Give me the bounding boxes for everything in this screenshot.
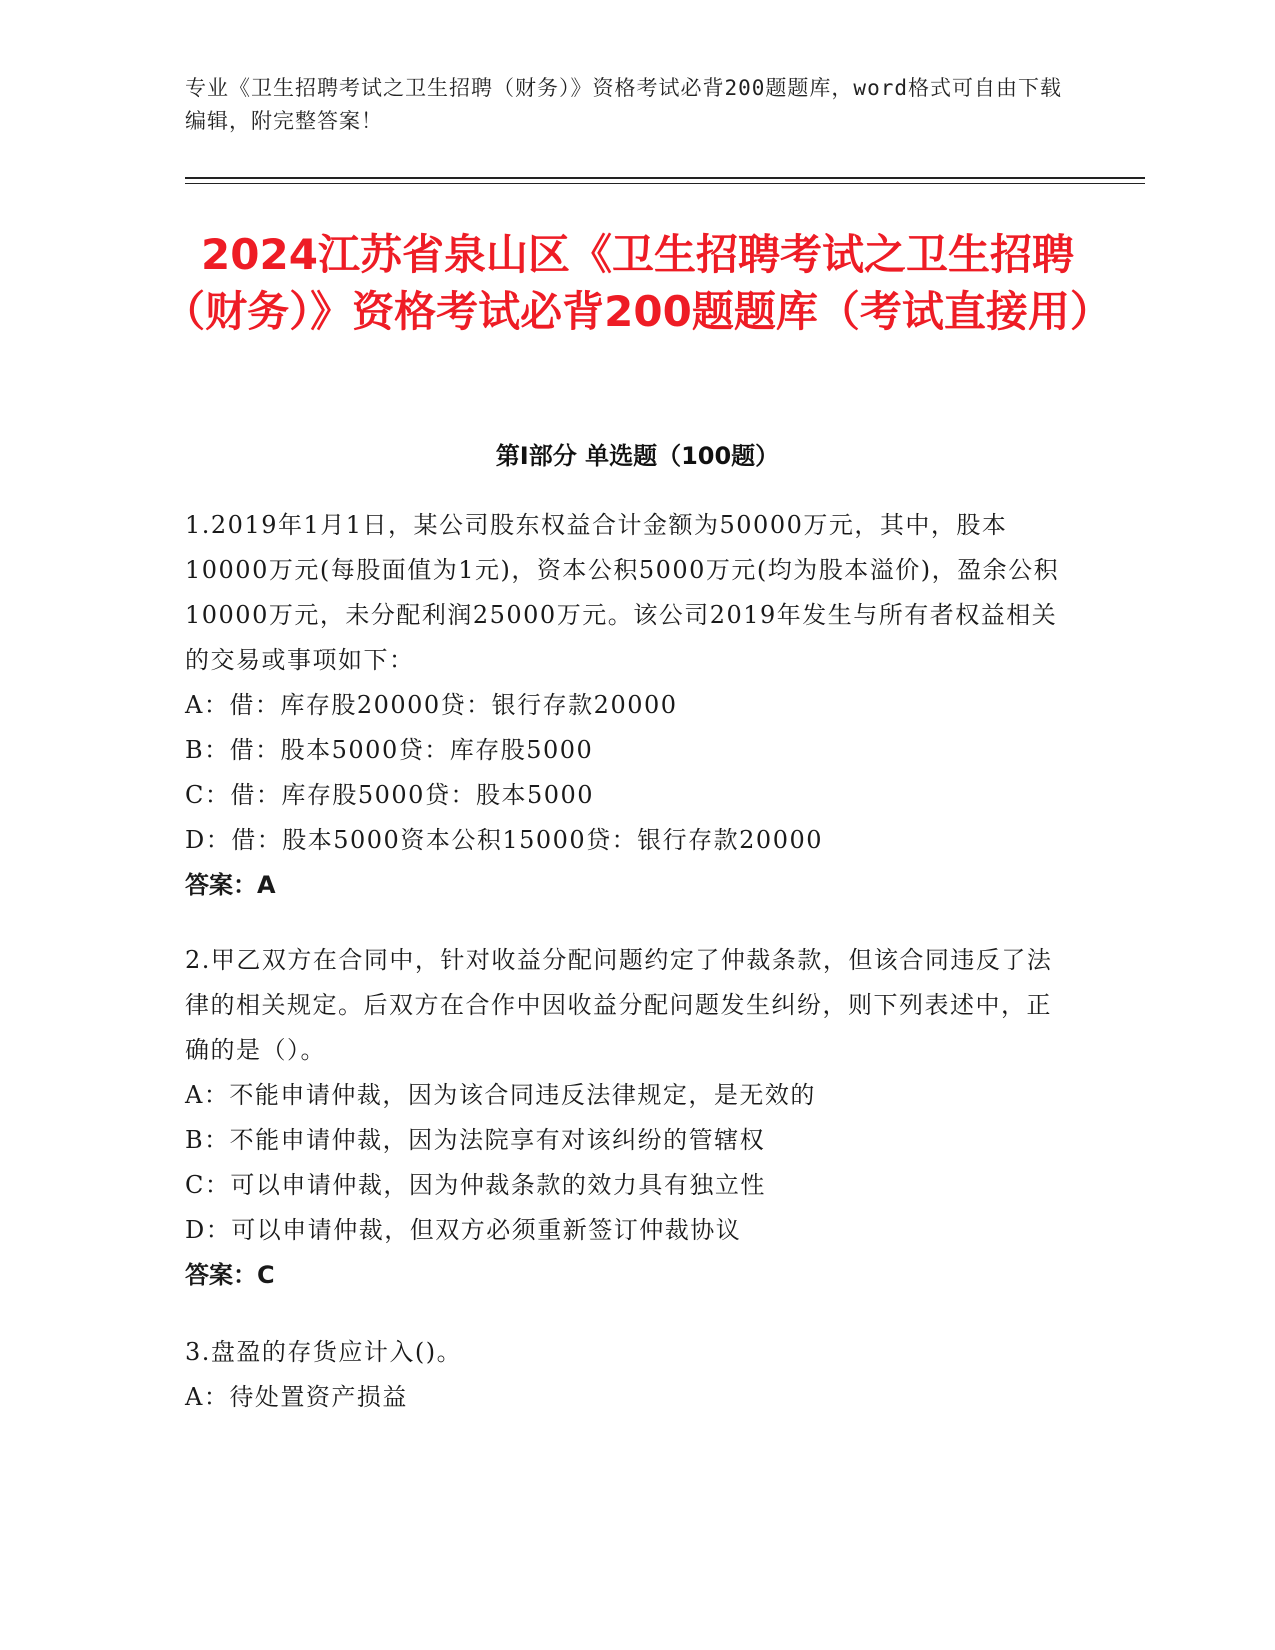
question-2 [185,938,1065,1298]
option-a: A：待处置资产损益 [185,1383,408,1411]
option-c: C：可以申请仲裁，因为仲裁条款的效力具有独立性 [185,1171,766,1199]
option-d: D：借：股本5000资本公积15000贷：银行存款20000 [185,826,824,854]
option-a: A：借：库存股20000贷：银行存款20000 [185,691,678,719]
document-title: 2024江苏省泉山区《卫生招聘考试之卫生招聘（财务）》资格考试必背200题题库（考试直接用） [163,230,1112,336]
header-divider-thick [185,177,1145,179]
option-b: B：不能申请仲裁，因为法院享有对该纠纷的管辖权 [185,1126,766,1154]
answer: 答案：A [185,871,276,899]
question-3 [185,1330,1065,1420]
question-1 [185,503,1065,908]
answer: 答案：C [185,1261,275,1289]
option-d: D：可以申请仲裁，但双方必须重新签订仲裁协议 [185,1216,742,1244]
question-stem: 1.2019年1月1日，某公司股东权益合计金额为50000万元，其中，股本10000万元(每股面值为1元)，资本公积5000万元(均为股本溢价)，盈余公积10000万元，未分配利润25000万元。该公司2019年发生与所有者权益相关的交易或事项如下： [185,511,1060,674]
header-divider-thin [185,183,1145,184]
question-stem: 2.甲乙双方在合同中，针对收益分配问题约定了仲裁条款，但该合同违反了法律的相关规定。后双方在合作中因收益分配问题发生纠纷，则下列表述中，正确的是（）。 [185,946,1053,1064]
option-a: A：不能申请仲裁，因为该合同违反法律规定，是无效的 [185,1081,816,1109]
question-stem: 3.盘盈的存货应计入()。 [185,1338,463,1366]
option-c: C：借：库存股5000贷：股本5000 [185,781,595,809]
header-note: 专业《卫生招聘考试之卫生招聘（财务）》资格考试必背200题题库，word格式可自由下载编辑，附完整答案！ [185,76,1062,133]
section-heading: 第Ⅰ部分 单选题（100题） [495,442,780,470]
option-b: B：借：股本5000贷：库存股5000 [185,736,594,764]
